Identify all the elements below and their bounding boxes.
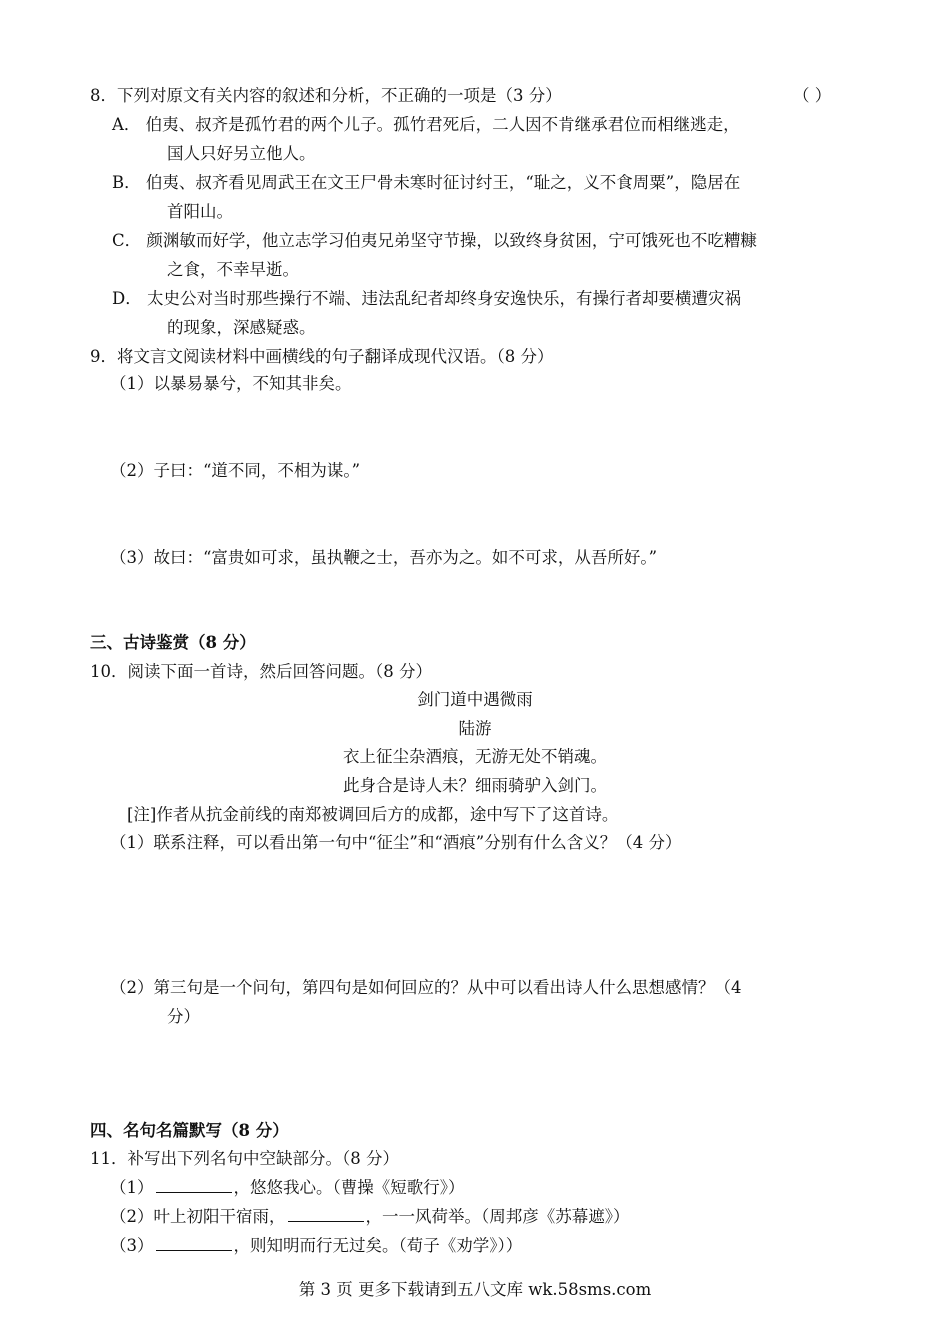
q9-sentence-1: （1）以暴易暴兮，不知其非矣。 bbox=[110, 374, 352, 393]
poem-line-1: 衣上征尘杂酒痕，无游无处不销魂。 bbox=[343, 747, 607, 766]
q8-option-a-line2: 国人只好另立他人。 bbox=[167, 144, 316, 163]
q11-item-2-suffix: ，一一风荷举。（周邦彦《苏幕遮》） bbox=[365, 1207, 630, 1226]
q11-item-3 bbox=[110, 1234, 522, 1258]
q8-answer-paren: （ ） bbox=[793, 86, 832, 105]
q10-sub-1: （1）联系注释，可以看出第一句中“征尘”和“酒痕”分别有什么含义？（4 分） bbox=[110, 833, 682, 852]
q8-option-c-line2: 之食，不幸早逝。 bbox=[167, 260, 299, 279]
q10-stem: 10．阅读下面一首诗，然后回答问题。（8 分） bbox=[90, 662, 432, 681]
q8-option-c-line1: C． 颜渊敏而好学，他立志学习伯夷兄弟坚守节操，以致终身贫困，宁可饿死也不吃糟糠 bbox=[112, 231, 757, 250]
q11-item-1-prefix: （1） bbox=[110, 1178, 154, 1197]
poem-line-2: 此身合是诗人未？细雨骑驴入剑门。 bbox=[343, 776, 607, 795]
q11-stem: 11．补写出下列名句中空缺部分。（8 分） bbox=[90, 1149, 399, 1168]
q8-stem: 8．下列对原文有关内容的叙述和分析，不正确的一项是（3 分） bbox=[90, 86, 562, 105]
q9-sentence-3: （3）故曰：“富贵如可求，虽执鞭之士，吾亦为之。如不可求，从吾所好。” bbox=[110, 548, 658, 567]
q10-sub-2-line1: （2）第三句是一个问句，第四句是如何回应的？从中可以看出诗人什么思想感情？（4 bbox=[110, 978, 742, 997]
q11-item-1-blank[interactable] bbox=[156, 1176, 232, 1193]
q8-option-b-line2: 首阳山。 bbox=[167, 202, 233, 221]
q8-option-d-line1: D． 太史公对当时那些操行不端、违法乱纪者却终身安逸快乐，有操行者却要横遭灾祸 bbox=[112, 289, 741, 308]
q11-item-2-prefix: （2）叶上初阳干宿雨， bbox=[110, 1207, 286, 1226]
q9-sentence-2: （2）子曰：“道不同，不相为谋。” bbox=[110, 461, 361, 480]
q11-item-2-blank[interactable] bbox=[288, 1205, 364, 1222]
page-footer: 第 3 页 更多下载请到五八文库 wk.58sms.com bbox=[298, 1280, 652, 1299]
q11-item-3-prefix: （3） bbox=[110, 1236, 154, 1255]
q11-item-3-blank[interactable] bbox=[156, 1234, 232, 1251]
q9-stem: 9．将文言文阅读材料中画横线的句子翻译成现代汉语。（8 分） bbox=[90, 347, 554, 366]
q11-item-3-suffix: ，则知明而行无过矣。（荀子《劝学》）） bbox=[233, 1236, 523, 1255]
section-3-title: 三、古诗鉴赏（8 分） bbox=[90, 633, 256, 652]
q11-item-1 bbox=[110, 1176, 465, 1200]
poem-note: [注]作者从抗金前线的南郑被调回后方的成都，途中写下了这首诗。 bbox=[127, 805, 619, 824]
section-4-title: 四、名句名篇默写（8 分） bbox=[90, 1121, 289, 1140]
q10-sub-2-line2: 分） bbox=[167, 1007, 200, 1026]
q11-item-1-suffix: ，悠悠我心。（曹操《短歌行》） bbox=[233, 1178, 465, 1197]
q8-option-d-line2: 的现象，深感疑惑。 bbox=[167, 318, 316, 337]
q11-item-2 bbox=[110, 1205, 630, 1229]
poem-author: 陆游 bbox=[458, 719, 492, 738]
q8-option-b-line1: B． 伯夷、叔齐看见周武王在文王尸骨未寒时征讨纣王，“耻之，义不食周粟”，隐居在 bbox=[112, 173, 741, 192]
q8-option-a-line1: A． 伯夷、叔齐是孤竹君的两个儿子。孤竹君死后，二人因不肯继承君位而相继逃走， bbox=[112, 115, 740, 134]
poem-title: 剑门道中遇微雨 bbox=[417, 690, 533, 709]
